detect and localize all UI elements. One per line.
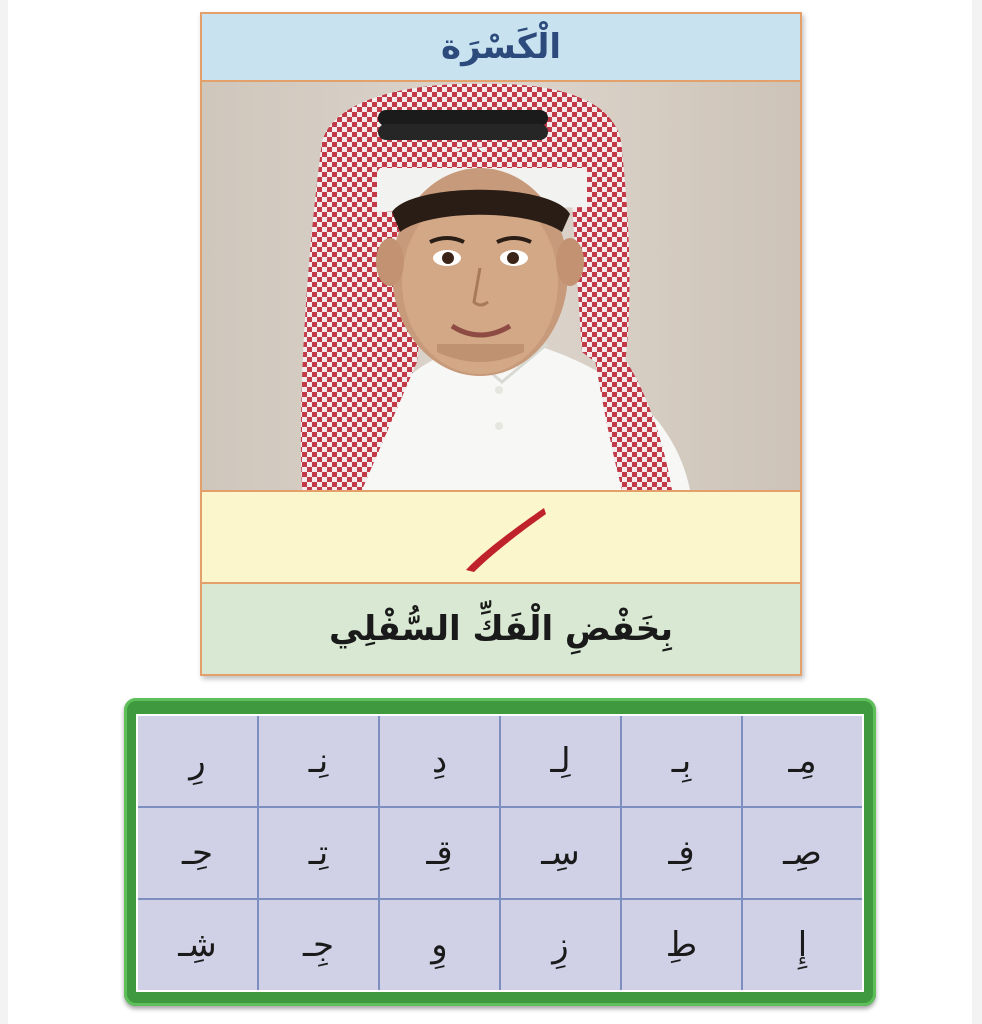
- letter-cell: شِـ: [138, 900, 257, 990]
- letter-cell: لِـ: [501, 716, 620, 806]
- letter-cell: نِـ: [259, 716, 378, 806]
- boy-illustration: [202, 82, 800, 490]
- lesson-card: [200, 12, 802, 676]
- page: [8, 0, 972, 1024]
- letter-cell: دِ: [380, 716, 499, 806]
- kasra-mark: [460, 500, 550, 576]
- letter-cell: وِ: [380, 900, 499, 990]
- letter-cell: بِـ: [622, 716, 741, 806]
- letter-grid-frame: [124, 698, 876, 1006]
- title-band: [202, 14, 800, 82]
- letter-cell: مِـ: [743, 716, 862, 806]
- lesson-caption: بِخَفْضِ الْفَكِّ السُّفْلِي: [328, 609, 674, 649]
- diacritic-band: [202, 492, 800, 584]
- letter-cell: حِـ: [138, 808, 257, 898]
- letter-cell: تِـ: [259, 808, 378, 898]
- letter-cell: رِ: [138, 716, 257, 806]
- boy-photo: [202, 82, 800, 492]
- letter-cell: فِـ: [622, 808, 741, 898]
- letter-grid-inner: [136, 714, 864, 992]
- letter-cell: قِـ: [380, 808, 499, 898]
- letter-cell: جِـ: [259, 900, 378, 990]
- letter-cell: طِ: [622, 900, 741, 990]
- letter-cell: إِ: [743, 900, 862, 990]
- lesson-title: الْكَسْرَة: [441, 27, 562, 67]
- caption-band: [202, 584, 800, 674]
- letter-cell: سِـ: [501, 808, 620, 898]
- letter-grid: [138, 716, 862, 990]
- letter-cell: صِـ: [743, 808, 862, 898]
- letter-cell: زِ: [501, 900, 620, 990]
